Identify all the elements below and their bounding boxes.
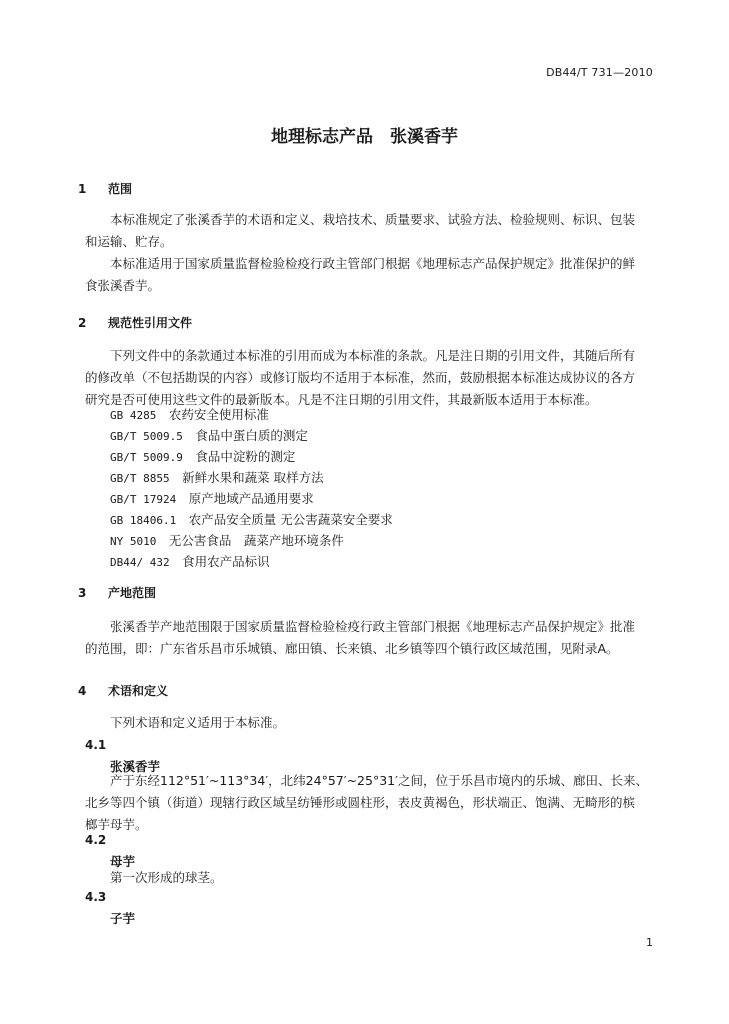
text-line: 本标准适用于国家质量监督检验检疫行政主管部门根据《地理标志产品保护规定》批准保护的鲜 — [110, 256, 636, 271]
term-number: 4.1 — [85, 738, 107, 752]
reference-item — [110, 510, 393, 531]
reference-title: 新鲜水果和蔬菜 取样方法 — [182, 470, 324, 485]
section-title: 规范性引用文件 — [108, 316, 193, 330]
document-code: DB44/T 731—2010 — [546, 66, 653, 79]
reference-code: GB 18406.1 — [110, 514, 177, 527]
section-number: 1 — [78, 182, 87, 196]
term-name: 母芋 — [110, 854, 136, 869]
reference-code: GB/T 5009.5 — [110, 430, 183, 443]
reference-title: 农产品安全质量 无公害蔬菜安全要求 — [188, 512, 393, 527]
section-number: 4 — [78, 684, 87, 698]
section-number: 3 — [78, 586, 87, 600]
text-line: 的修改单（不包括勘误的内容）或修订版均不适用于本标准，然而，鼓励根据本标准达成协议的各方 — [85, 370, 636, 385]
text-line: 下列文件中的条款通过本标准的引用而成为本标准的条款。凡是注日期的引用文件，其随后所有 — [110, 348, 636, 363]
section-1-heading — [78, 180, 132, 197]
reference-code: GB 4285 — [110, 409, 157, 422]
text-line: 北乡等四个镇（街道）现辖行政区域呈纺锤形或圆柱形，表皮黄褐色，形状端正、饱满、无畸形的槟 — [85, 795, 636, 810]
section-2-heading — [78, 314, 192, 331]
text-line: 第一次形成的球茎。 — [110, 870, 223, 885]
text-line: 本标准规定了张溪香芋的术语和定义、栽培技术、质量要求、试验方法、检验规则、标识、包装 — [110, 212, 636, 227]
page-number: 1 — [646, 936, 653, 949]
normative-references-list — [110, 405, 393, 573]
reference-item — [110, 489, 393, 510]
section-title: 产地范围 — [108, 586, 157, 600]
text-line: 和运输、贮存。 — [85, 234, 173, 249]
text-line: 下列术语和定义适用于本标准。 — [110, 715, 286, 730]
reference-code: GB/T 5009.9 — [110, 451, 183, 464]
term-number: 4.2 — [85, 833, 107, 847]
reference-item — [110, 405, 393, 426]
section-3-heading — [78, 584, 156, 601]
reference-title: 原产地域产品通用要求 — [188, 491, 314, 506]
section-3-paragraph-1 — [85, 616, 650, 660]
reference-code: NY 5010 — [110, 535, 157, 548]
section-title: 术语和定义 — [108, 684, 169, 698]
reference-title: 食品中淀粉的测定 — [195, 449, 296, 464]
reference-title: 食用农产品标识 — [182, 554, 270, 569]
section-1-paragraph-1 — [85, 209, 650, 253]
reference-title: 农药安全使用标准 — [168, 407, 269, 422]
term-definition — [85, 867, 650, 889]
reference-item — [110, 426, 393, 447]
text-line: 产于东经112°51′~113°34′，北纬24°57′~25°31′之间，位于乐昌市境内的乐城、廊田、长来、 — [110, 773, 648, 788]
reference-code: GB/T 8855 — [110, 472, 170, 485]
reference-code: GB/T 17924 — [110, 493, 177, 506]
text-line: 食张溪香芋。 — [85, 278, 161, 293]
reference-item — [110, 552, 393, 573]
reference-item — [110, 531, 393, 552]
text-line: 的范围，即：广东省乐昌市乐城镇、廊田镇、长来镇、北乡镇等四个镇行政区域范围，见附录A。 — [85, 641, 619, 656]
reference-item — [110, 447, 393, 468]
term-definition — [85, 770, 650, 836]
text-line: 研究是否可使用这些文件的最新版本。凡是不注日期的引用文件，其最新版本适用于本标准。 — [85, 392, 598, 407]
section-4-paragraph-1 — [85, 712, 650, 734]
section-4-heading — [78, 682, 168, 699]
text-line: 张溪香芋产地范围限于国家质量监督检验检疫行政主管部门根据《地理标志产品保护规定》批准 — [110, 619, 636, 634]
section-number: 2 — [78, 316, 87, 330]
document-title: 地理标志产品 张溪香芋 — [271, 127, 458, 147]
reference-item — [110, 468, 393, 489]
term-name: 子芋 — [110, 911, 136, 926]
section-title: 范围 — [108, 182, 133, 196]
reference-code: DB44/ 432 — [110, 556, 170, 569]
text-line: 榔芋母芋。 — [85, 817, 148, 832]
reference-title: 无公害食品 蔬菜产地环境条件 — [168, 533, 344, 548]
term-number: 4.3 — [85, 890, 107, 904]
section-1-paragraph-2 — [85, 253, 650, 297]
term-name: 张溪香芋 — [110, 759, 161, 774]
section-2-paragraph-1 — [85, 345, 650, 411]
reference-title: 食品中蛋白质的测定 — [195, 428, 308, 443]
